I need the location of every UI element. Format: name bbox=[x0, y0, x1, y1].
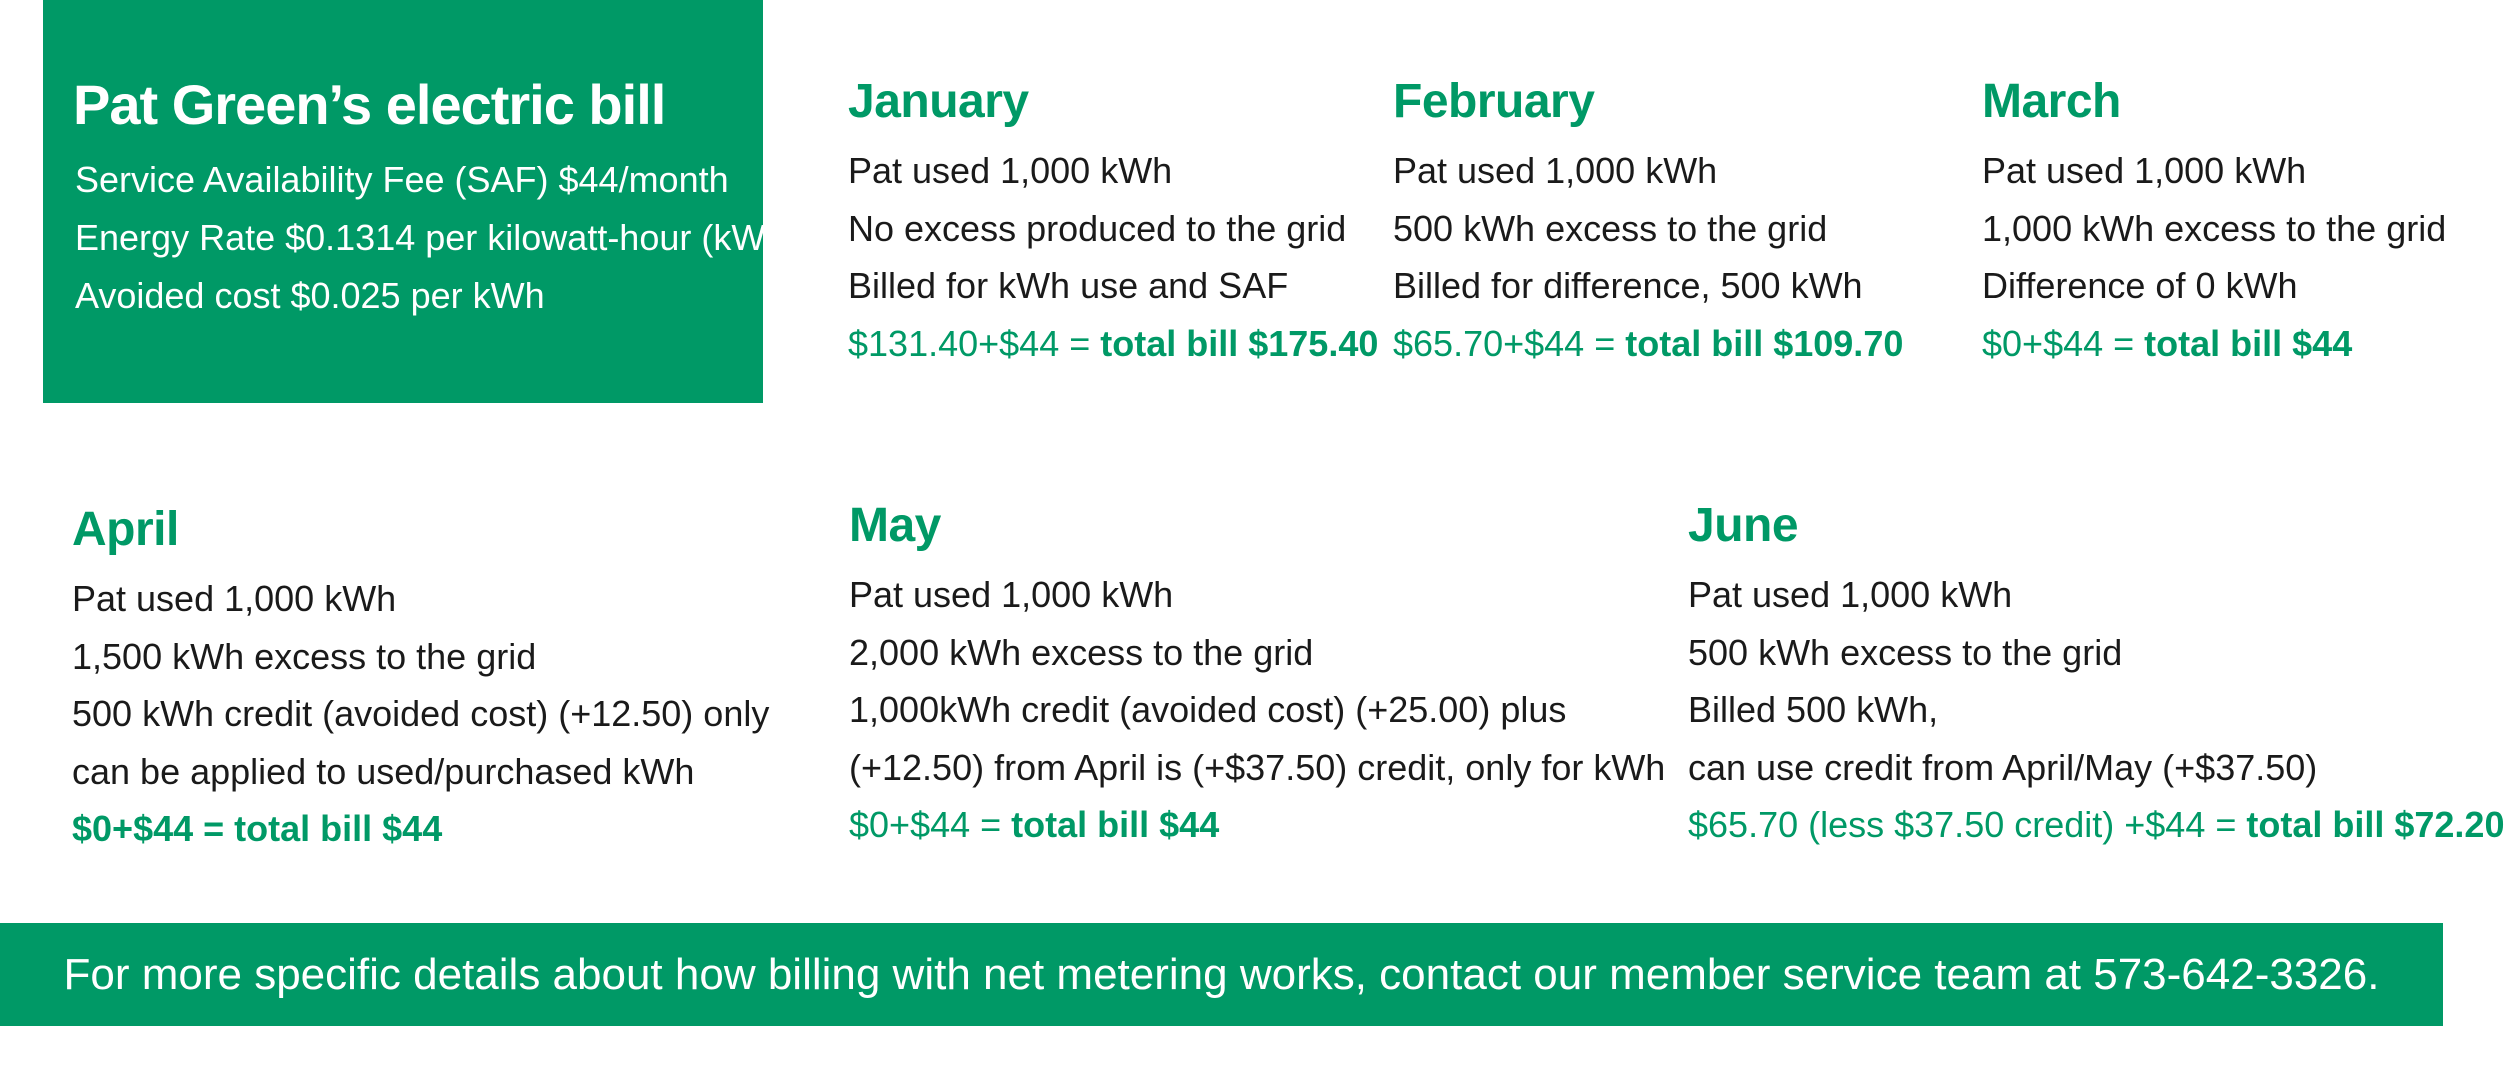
bill-summary-panel bbox=[43, 0, 798, 403]
month-title: February bbox=[1393, 75, 1595, 128]
month-line: 2,000 kWh excess to the grid bbox=[849, 631, 1314, 673]
month-title: May bbox=[849, 499, 941, 552]
total-calc: $131.40+$44 = bbox=[848, 322, 1101, 364]
total-amount: total bill $72.20 bbox=[2246, 804, 2504, 845]
month-june bbox=[1688, 496, 2504, 854]
month-line: Pat used 1,000 kWh bbox=[849, 574, 1174, 615]
month-line: can be applied to used/purchased kWh bbox=[72, 750, 695, 792]
total-calc: $0+$44 = bbox=[1982, 322, 2145, 364]
month-line: Difference of 0 kWh bbox=[1982, 265, 2298, 306]
month-title: January bbox=[848, 75, 1029, 128]
total-calc: $65.70 (less $37.50 credit) +$44 = bbox=[1688, 804, 2247, 845]
total-calc: $0+$44 = bbox=[72, 808, 235, 849]
month-line: Billed for difference, 500 kWh bbox=[1393, 265, 1863, 306]
month-line: 500 kWh excess to the grid bbox=[1393, 207, 1828, 249]
total-calc: $65.70+$44 = bbox=[1393, 322, 1626, 364]
month-line: Pat used 1,000 kWh bbox=[1688, 574, 2013, 615]
contact-footer bbox=[0, 923, 2443, 1026]
month-total bbox=[848, 315, 1378, 373]
month-line: 500 kWh excess to the grid bbox=[1688, 631, 2123, 673]
month-total bbox=[72, 800, 769, 858]
month-line: (+12.50) from April is (+$37.50) credit, only for kWh bbox=[849, 746, 1666, 788]
saf-rate: Service Availability Fee (SAF) $44/month bbox=[75, 159, 729, 200]
footer-text: For more specific details about how billing with net metering works, contact our member service team at 573-642-3326. bbox=[63, 949, 2380, 999]
month-line: Billed for kWh use and SAF bbox=[848, 265, 1289, 306]
month-line: 1,000 kWh excess to the grid bbox=[1982, 207, 2447, 249]
month-may bbox=[849, 496, 1665, 854]
month-total bbox=[1393, 315, 1903, 373]
month-line: No excess produced to the grid bbox=[848, 207, 1347, 249]
avoided-cost: Avoided cost $0.025 per kWh bbox=[75, 275, 545, 316]
total-calc: $0+$44 = bbox=[849, 804, 1012, 845]
month-title: June bbox=[1688, 499, 1799, 552]
total-amount: total bill $109.70 bbox=[1625, 322, 1904, 364]
month-line: can use credit from April/May (+$37.50) bbox=[1688, 746, 2318, 788]
month-line: 1,500 kWh excess to the grid bbox=[72, 635, 537, 677]
total-amount: total bill $44 bbox=[234, 808, 443, 849]
month-march bbox=[1982, 72, 2446, 372]
month-april bbox=[72, 500, 769, 858]
month-total bbox=[1982, 315, 2446, 373]
month-line: Pat used 1,000 kWh bbox=[1982, 150, 2307, 191]
month-line: Pat used 1,000 kWh bbox=[1393, 150, 1718, 191]
month-line: Pat used 1,000 kWh bbox=[72, 578, 397, 619]
energy-rate: Energy Rate $0.1314 per kilowatt-hour (kWh) bbox=[75, 217, 798, 258]
month-february bbox=[1393, 72, 1903, 372]
month-line: Pat used 1,000 kWh bbox=[848, 150, 1173, 191]
month-line: Billed 500 kWh, bbox=[1688, 689, 1939, 730]
bill-title: Pat Green’s electric bill bbox=[73, 73, 666, 136]
month-january bbox=[848, 72, 1378, 372]
month-title: March bbox=[1982, 75, 2121, 128]
month-total bbox=[849, 796, 1665, 854]
month-line: 1,000kWh credit (avoided cost) (+25.00) plus bbox=[849, 689, 1567, 730]
month-total bbox=[1688, 796, 2504, 854]
month-line: 500 kWh credit (avoided cost) (+12.50) only bbox=[72, 693, 770, 734]
total-amount: total bill $44 bbox=[1011, 804, 1220, 845]
total-amount: total bill $175.40 bbox=[1100, 322, 1379, 364]
total-amount: total bill $44 bbox=[2144, 322, 2353, 364]
month-title: April bbox=[72, 503, 179, 556]
